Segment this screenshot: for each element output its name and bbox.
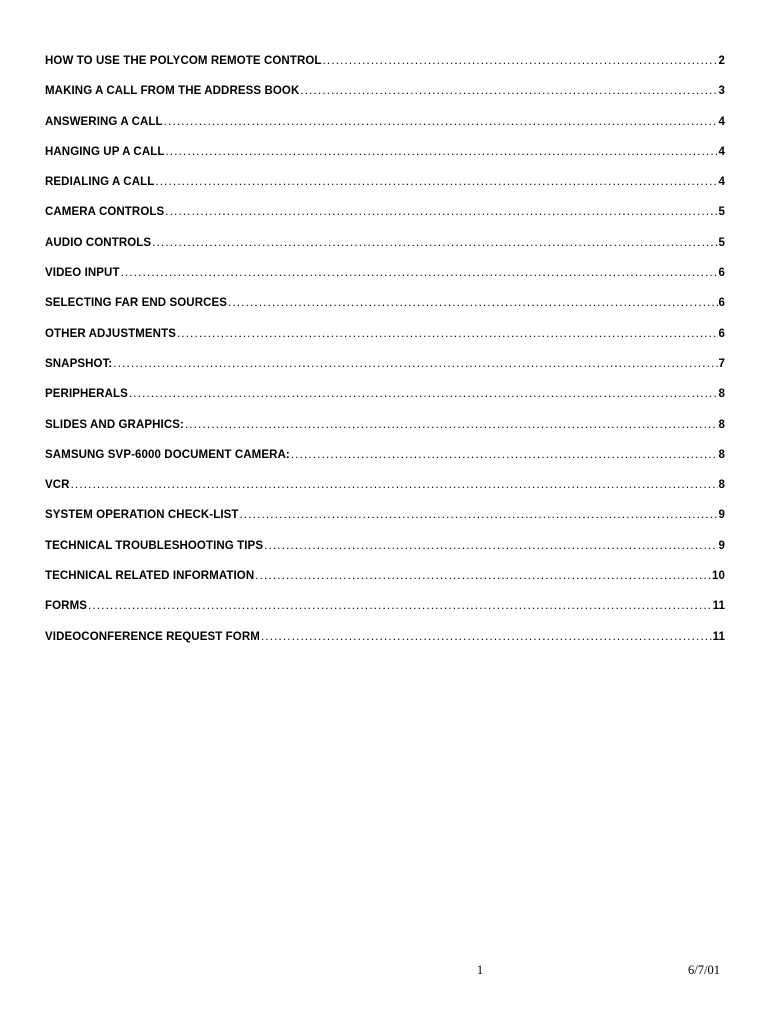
toc-entry-title: TECHNICAL RELATED INFORMATION	[45, 570, 255, 583]
toc-entry-page: 4	[718, 176, 725, 189]
toc-dot-leader	[261, 629, 712, 645]
toc-entry-page: 3	[718, 85, 725, 98]
toc-entry-page: 2	[718, 55, 725, 67]
toc-entry[interactable]	[45, 477, 725, 507]
footer-page-number: 1	[476, 963, 484, 977]
toc-entry[interactable]	[45, 417, 725, 447]
toc-entry-page: 6	[718, 267, 725, 280]
toc-entry-title: SELECTING FAR END SOURCES	[45, 297, 228, 310]
toc-dot-leader	[121, 265, 718, 281]
toc-entry-title: SNAPSHOT:	[45, 357, 113, 370]
toc-entry[interactable]	[45, 447, 725, 477]
toc-dot-leader	[165, 204, 717, 220]
toc-entry-page: 4	[718, 145, 725, 158]
toc-entry[interactable]	[45, 295, 725, 325]
toc-entry[interactable]	[45, 629, 725, 659]
toc-dot-leader	[255, 568, 711, 584]
toc-entry-page: 8	[718, 388, 725, 401]
toc-dot-leader	[291, 447, 718, 463]
toc-entry[interactable]	[45, 356, 725, 386]
toc-entry-title: SAMSUNG SVP-6000 DOCUMENT CAMERA:	[45, 448, 290, 461]
footer-date: 6/7/01	[688, 963, 720, 977]
toc-dot-leader	[323, 53, 718, 69]
toc-entry-page: 4	[718, 115, 725, 128]
toc-dot-leader	[264, 538, 717, 554]
toc-entry[interactable]	[45, 235, 725, 265]
toc-entry-page: 8	[718, 448, 725, 461]
toc-entry-title: PERIPHERALS	[45, 388, 128, 401]
toc-entry-page: 10	[712, 570, 725, 583]
table-of-contents	[45, 53, 725, 659]
toc-entry-title: ANSWERING A CALL	[45, 115, 163, 128]
toc-dot-leader	[177, 326, 718, 342]
toc-entry-title: AUDIO CONTROLS	[45, 236, 152, 249]
toc-entry-title: SYSTEM OPERATION CHECK-LIST	[45, 509, 239, 522]
toc-dot-leader	[185, 417, 718, 433]
toc-entry[interactable]	[45, 114, 725, 144]
toc-entry-page: 11	[712, 630, 725, 643]
toc-entry[interactable]	[45, 204, 725, 234]
toc-entry-title: OTHER ADJUSTMENTS	[45, 327, 176, 340]
toc-dot-leader	[165, 144, 717, 160]
toc-entry[interactable]	[45, 568, 725, 598]
toc-entry-page: 9	[718, 539, 725, 552]
toc-dot-leader	[152, 235, 717, 251]
toc-dot-leader	[155, 174, 717, 190]
toc-entry-title: VCR	[45, 479, 70, 492]
toc-entry[interactable]	[45, 326, 725, 356]
toc-entry-page: 5	[718, 206, 725, 219]
toc-dot-leader	[88, 598, 712, 614]
toc-entry[interactable]	[45, 538, 725, 568]
toc-entry-title: SLIDES AND GRAPHICS:	[45, 418, 184, 431]
toc-entry-page: 8	[718, 479, 725, 492]
toc-entry-title: MAKING A CALL FROM THE ADDRESS BOOK	[45, 85, 300, 98]
toc-entry[interactable]	[45, 507, 725, 537]
toc-entry[interactable]	[45, 598, 725, 628]
toc-entry-title: REDIALING A CALL	[45, 176, 155, 189]
toc-dot-leader	[300, 83, 717, 99]
toc-entry-page: 11	[712, 600, 725, 613]
toc-dot-leader	[164, 114, 718, 130]
toc-entry-title: FORMS	[45, 600, 88, 613]
toc-entry-title: VIDEO INPUT	[45, 267, 120, 280]
toc-entry[interactable]	[45, 83, 725, 113]
toc-entry-page: 6	[718, 327, 725, 340]
toc-entry[interactable]	[45, 265, 725, 295]
toc-entry-title: VIDEOCONFERENCE REQUEST FORM	[45, 630, 260, 643]
toc-entry-title: HOW TO USE THE POLYCOM REMOTE CONTROL	[45, 55, 322, 67]
toc-entry[interactable]	[45, 53, 725, 83]
toc-entry[interactable]	[45, 174, 725, 204]
toc-dot-leader	[113, 356, 717, 372]
toc-entry-page: 9	[718, 509, 725, 522]
toc-dot-leader	[129, 386, 718, 402]
toc-entry-title: TECHNICAL TROUBLESHOOTING TIPS	[45, 539, 264, 552]
toc-entry-page: 5	[718, 236, 725, 249]
toc-dot-leader	[228, 295, 717, 311]
toc-dot-leader	[71, 477, 718, 493]
toc-entry-page: 7	[718, 357, 725, 370]
toc-entry[interactable]	[45, 144, 725, 174]
toc-entry-title: CAMERA CONTROLS	[45, 206, 165, 219]
toc-entry-title: HANGING UP A CALL	[45, 145, 165, 158]
toc-dot-leader	[240, 507, 718, 523]
toc-entry[interactable]	[45, 386, 725, 416]
toc-entry-page: 8	[718, 418, 725, 431]
toc-entry-page: 6	[718, 297, 725, 310]
